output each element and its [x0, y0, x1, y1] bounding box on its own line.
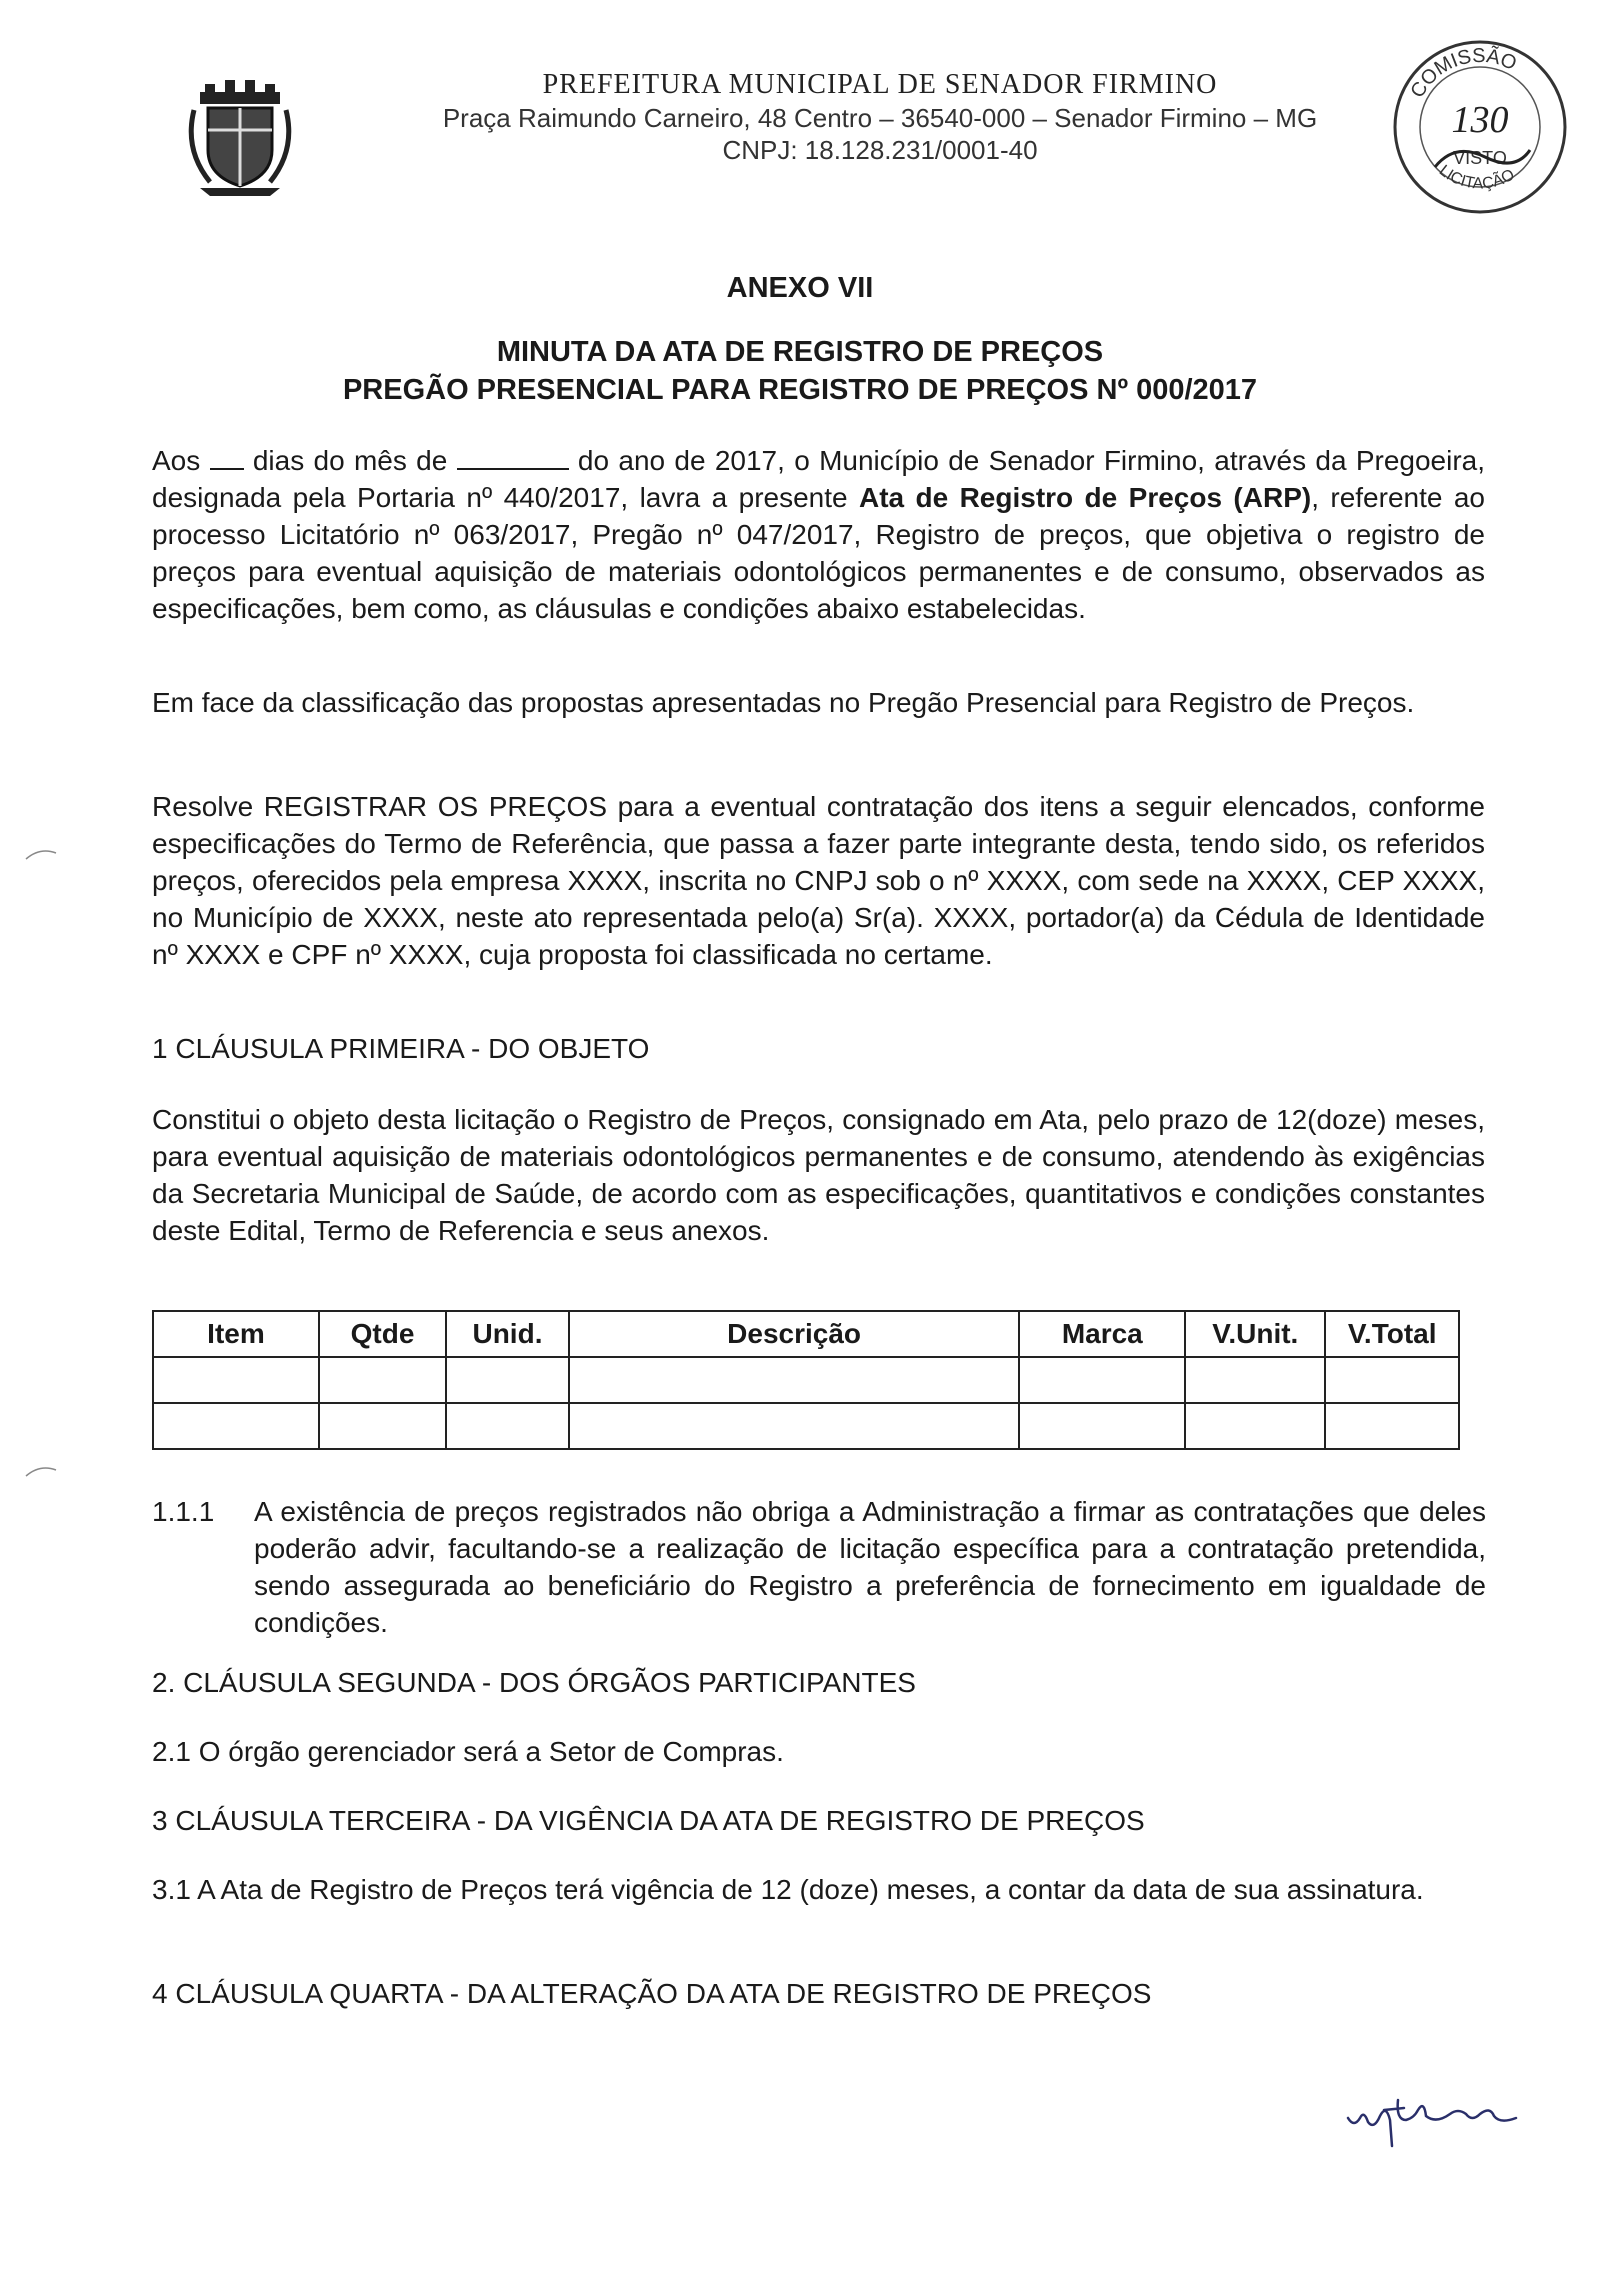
clause2-1-text: 2.1 O órgão gerenciador será a Setor de Compras.	[152, 1736, 784, 1767]
margin-mark	[22, 845, 62, 865]
items-table	[152, 1310, 1460, 1450]
col-marca: Marca	[1019, 1311, 1185, 1357]
col-unid: Unid.	[446, 1311, 569, 1357]
table-cell	[319, 1403, 446, 1449]
clause3-1-text: 3.1 A Ata de Registro de Preços terá vigência de 12 (doze) meses, a contar da data de sua assinatura.	[152, 1874, 1424, 1905]
table-cell	[1325, 1403, 1459, 1449]
stamp-middle-text: VISTO	[1453, 148, 1507, 168]
handwritten-signature-icon	[1340, 2080, 1540, 2150]
clause3-heading: 3 CLÁUSULA TERCEIRA - DA VIGÊNCIA DA ATA DE REGISTRO DE PREÇOS	[152, 1805, 1145, 1836]
col-vunit: V.Unit.	[1185, 1311, 1325, 1357]
document-title: MINUTA DA ATA DE REGISTRO DE PREÇOS	[496, 336, 1104, 368]
intro-bold: Ata de Registro de Preços (ARP)	[859, 482, 1312, 513]
intro-part1: Aos	[152, 445, 210, 476]
stamp-top-text: COMISSÃO	[1406, 44, 1520, 102]
org-name: PREFEITURA MUNICIPAL DE SENADOR FIRMINO	[542, 69, 1218, 100]
municipal-crest-icon	[180, 70, 300, 200]
clause-1-1-1-text: A existência de preços registrados não obriga a Administração a firmar as contratações que deles poderão advir, facultando-se a realização de licitação específica para a contratação pretendida, sendo assegurada ao beneficiário do Registro a preferência de fornecimento em igualdade de condições.	[254, 1496, 1486, 1638]
intro-paragraph	[152, 440, 1485, 627]
table-cell	[319, 1357, 446, 1403]
table-cell	[1019, 1357, 1185, 1403]
table-cell	[569, 1403, 1019, 1449]
col-qtde: Qtde	[319, 1311, 446, 1357]
commission-stamp-icon	[1385, 32, 1575, 222]
table-cell	[1325, 1357, 1459, 1403]
margin-mark	[22, 1462, 62, 1482]
table-cell	[569, 1357, 1019, 1403]
table-cell	[1185, 1403, 1325, 1449]
table-row	[153, 1403, 1459, 1449]
table-cell	[153, 1357, 319, 1403]
face-paragraph: Em face da classificação das propostas apresentadas no Pregão Presencial para Registro de Preços.	[152, 687, 1415, 718]
col-vtotal: V.Total	[1325, 1311, 1459, 1357]
clause4-heading: 4 CLÁUSULA QUARTA - DA ALTERAÇÃO DA ATA DE REGISTRO DE PREÇOS	[152, 1978, 1152, 2009]
org-address: Praça Raimundo Carneiro, 48 Centro – 36540-000 – Senador Firmino – MG	[442, 103, 1318, 133]
col-item: Item	[153, 1311, 319, 1357]
intro-part3: do ano de 2017, o Município de Senador Firmino, através da Pregoeira, designada pela Portaria nº 440/2017, lavra a presente	[152, 445, 1486, 513]
day-blank	[210, 440, 244, 470]
clause-1-1-1-number: 1.1.1	[152, 1496, 215, 1527]
org-cnpj: CNPJ: 18.128.231/0001-40	[722, 135, 1038, 165]
clause2-heading: 2. CLÁUSULA SEGUNDA - DOS ÓRGÃOS PARTICIPANTES	[152, 1667, 916, 1698]
table-cell	[446, 1357, 569, 1403]
letterhead	[380, 68, 1380, 166]
table-cell	[1185, 1357, 1325, 1403]
resolve-paragraph: Resolve REGISTRAR OS PREÇOS para a eventual contratação dos itens a seguir elencados, conforme especificações do Termo de Referência, que passa a fazer parte integrante desta, tendo sido, os referidos preços, oferecidos pela empresa XXXX, inscrita no CNPJ sob o nº XXXX, com sede na XXXX, CEP XXXX, no Município de XXXX, neste ato representada pelo(a) Sr(a). XXXX, portador(a) da Cédula de Identidade nº XXXX e CPF nº XXXX, cuja proposta foi classificada no certame.	[152, 791, 1485, 970]
col-descricao: Descrição	[569, 1311, 1019, 1357]
month-blank	[457, 440, 569, 470]
table-cell	[153, 1403, 319, 1449]
table-cell	[446, 1403, 569, 1449]
clause1-paragraph: Constitui o objeto desta licitação o Registro de Preços, consignado em Ata, pelo prazo de 12(doze) meses, para eventual aquisição de materiais odontológicos permanentes e de consumo, atendendo às exigências da Secretaria Municipal de Saúde, de acordo com as especificações, quantitativos e condições constantes deste Edital, Termo de Referencia e seus anexos.	[152, 1104, 1485, 1246]
intro-part2: dias do mês de	[243, 445, 457, 476]
stamp-bottom-text: LICITAÇÃO	[1435, 162, 1518, 193]
table-cell	[1019, 1403, 1185, 1449]
table-header-row	[153, 1311, 1459, 1357]
table-row	[153, 1357, 1459, 1403]
document-subtitle: PREGÃO PRESENCIAL PARA REGISTRO DE PREÇOS Nº 000/2017	[342, 374, 1258, 406]
stamp-number: 130	[1451, 99, 1509, 141]
intro-part4: , referente ao processo Licitatório nº 063/2017, Pregão nº 047/2017, Registro de preços, que objetiva o registro de preços para eventual aquisição de materiais odontológicos permanentes e de consumo, observados as especificações, bem como, as cláusulas e condições abaixo estabelecidas.	[152, 482, 1485, 624]
annex-title: ANEXO VII	[726, 272, 874, 304]
clause1-heading: 1 CLÁUSULA PRIMEIRA - DO OBJETO	[152, 1033, 650, 1064]
